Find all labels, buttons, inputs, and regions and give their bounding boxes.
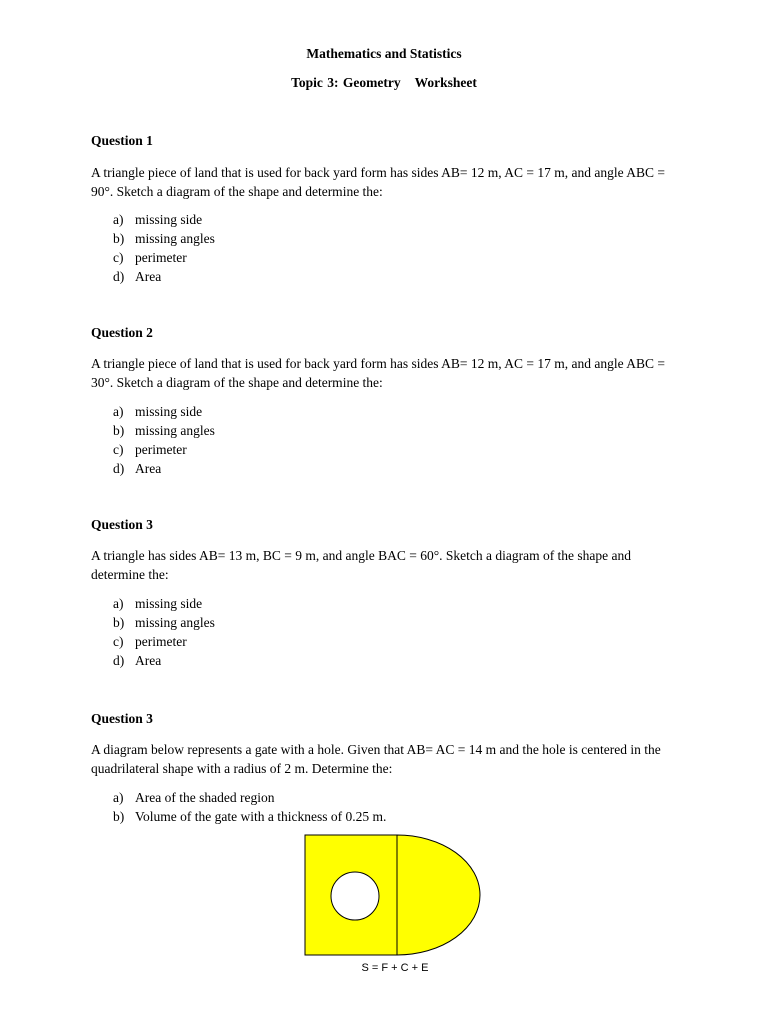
item-text: missing side <box>135 404 203 419</box>
item-label: c) <box>113 634 124 649</box>
list-item <box>113 651 215 670</box>
item-text: missing angles <box>135 615 215 630</box>
item-text: missing side <box>135 596 203 611</box>
item-label: a) <box>113 404 124 419</box>
item-label: b) <box>113 809 125 824</box>
item-label: a) <box>113 790 124 805</box>
item-text: perimeter <box>135 442 187 457</box>
item-text: Volume of the gate with a thickness of 0.25 m. <box>135 809 387 824</box>
gate-diagram <box>300 830 490 960</box>
question-2-list <box>113 402 215 478</box>
item-text: perimeter <box>135 250 187 265</box>
question-3-text: A triangle has sides AB= 13 m, BC = 9 m, and angle BAC = 60°. Sketch a diagram of the shape and determine the: <box>91 548 632 582</box>
item-text: Area <box>135 269 162 284</box>
question-4-text: A diagram below represents a gate with a hole. Given that AB= AC = 14 m and the hole is centered in the quadrilateral shape with a radius of 2 m. Determine the: <box>91 742 661 776</box>
item-label: a) <box>113 596 124 611</box>
item-text: missing side <box>135 212 203 227</box>
question-2-text: A triangle piece of land that is used for back yard form has sides AB= 12 m, AC = 17 m, and angle ABC = 30°. Sketch a diagram of the shape and determine the: <box>91 356 665 390</box>
list-item <box>113 229 215 248</box>
item-text: missing angles <box>135 231 215 246</box>
item-label: b) <box>113 423 125 438</box>
list-item <box>113 210 215 229</box>
question-1-text: A triangle piece of land that is used for back yard form has sides AB= 12 m, AC = 17 m, and angle ABC = 90°. Sketch a diagram of the shape and determine the: <box>91 165 665 199</box>
list-item <box>113 594 215 613</box>
item-text: perimeter <box>135 634 187 649</box>
list-item <box>113 402 215 421</box>
item-text: Area of the shaded region <box>135 790 275 805</box>
item-label: b) <box>113 231 125 246</box>
question-3-list <box>113 594 215 670</box>
item-label: d) <box>113 653 125 668</box>
item-label: d) <box>113 269 125 284</box>
item-text: missing angles <box>135 423 215 438</box>
page-title: Mathematics and Statistics <box>306 46 462 61</box>
question-4-heading: Question 3 <box>91 711 153 726</box>
gate-semicircle <box>397 835 480 955</box>
question-1-list <box>113 210 215 286</box>
question-2-heading: Question 2 <box>91 325 153 340</box>
item-label: c) <box>113 250 124 265</box>
figure-caption: S = F + C + E <box>361 962 429 974</box>
question-4-list <box>113 788 386 826</box>
list-item <box>113 788 386 807</box>
list-item <box>113 440 215 459</box>
question-3-heading: Question 3 <box>91 517 153 532</box>
list-item <box>113 632 215 651</box>
list-item <box>113 421 215 440</box>
list-item <box>113 248 215 267</box>
list-item <box>113 459 215 478</box>
item-label: d) <box>113 461 125 476</box>
gate-hole <box>331 872 379 920</box>
subtitle-kind: Worksheet <box>414 75 477 90</box>
question-1-heading: Question 1 <box>91 133 153 148</box>
list-item <box>113 267 215 286</box>
item-text: Area <box>135 461 162 476</box>
item-text: Area <box>135 653 162 668</box>
page-subtitle <box>0 75 768 91</box>
list-item <box>113 807 386 826</box>
list-item <box>113 613 215 632</box>
item-label: b) <box>113 615 125 630</box>
item-label: c) <box>113 442 124 457</box>
item-label: a) <box>113 212 124 227</box>
subtitle-topic: Topic 3: Geometry <box>291 75 401 90</box>
